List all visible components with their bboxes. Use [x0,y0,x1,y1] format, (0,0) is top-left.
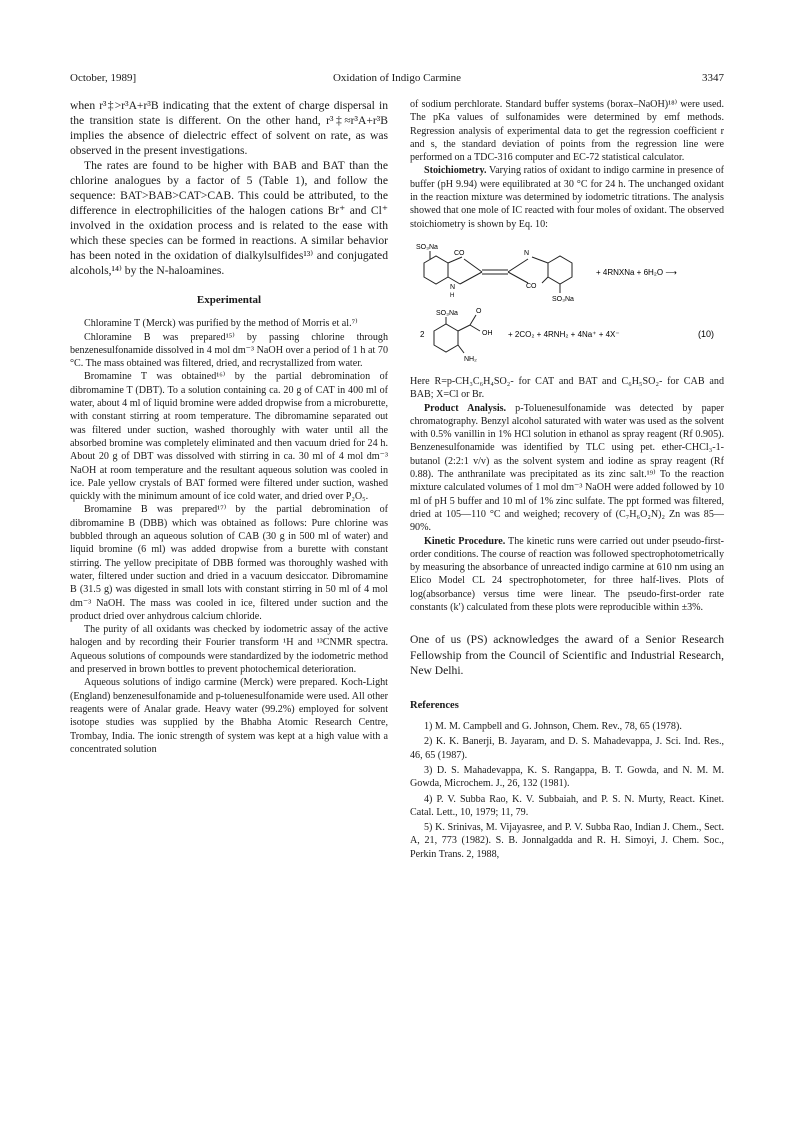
bond-ring-right [532,257,548,263]
exp-paragraph-chloramine-t: Chloramine T (Merck) was purified by the method of Morris et al.⁷⁾ [84,318,358,330]
exp-paragraph-bromamine-t: Bromamine T was obtained¹⁶⁾ by the partial debromination of dibromamine T (DBT). To a solution containing ca. 20 g of CAT in 400 ml of water, about 4 ml of liquid bromine were added dropwise from a microburette, with constant stirring at room temperature. The dibromamine separated out was filtered under suction, washed thoroughly with water until all the absorbed bromine was completely eliminated and then vacuum dried for 24 h. About 20 g of DBT was dissolved with stirring in ca. 30 ml of 4 mol dm⁻³ NaOH at room temperature and the resultant aqueous solution was cooled in ice. Pale yellow crystals of BAT formed were filtered under suction, washed quickly with the minimum amount of ice cold water, and dried over P₂O₅. [70,371,388,503]
benzene-ring-left [424,256,448,284]
exp-paragraph-chloramine-b: Chloramine B was prepared¹⁵⁾ by passing chlorine through benzenesulfonamide dissolved in 4 mol dm⁻³ NaOH over a period of 1 h at 70 °C. The mass obtained was filtered, dried, and recrystallized from water. [70,331,388,370]
coefficient-label: 2 [420,329,425,339]
co-label-left: CO [454,249,465,257]
indigo-carmine-structure [424,251,572,293]
benzene-ring-right [548,256,572,284]
bond-co-left [448,257,462,263]
bond-co-right [508,272,528,283]
header-title: Oxidation of Indigo Carmine [332,72,461,84]
bond-nh-right [508,259,528,272]
r-definition-paragraph: Here R=p-CH₃C₆H₄SO₂- for CAT and BAT and C₆H₅SO₂- for CAB and BAB; X=Cl or Br. [410,375,724,401]
header-page-number: 3347 [702,72,724,84]
co-label-right: CO [526,282,537,290]
left-column [70,98,388,756]
reference-item: 5) K. Srinivas, M. Vijayasree, and P. V. Subba Rao, Indian J. Chem., Sect. A, 21, 773 (1982). S. B. Jonnalgadda and R. H. Simoyi, J. Chem. Soc., Perkin Trans. 2, 1988, [410,822,724,860]
nh-n-label-left: N [450,283,456,291]
so3na-label-1: SO₃Na [416,243,438,251]
bond-nh-left [448,277,460,284]
oh-label: OH [482,329,493,337]
product-analysis-heading: Product Analysis. [424,402,507,414]
bond-ring-left-2 [460,272,482,284]
exp-paragraph-purity: The purity of all oxidants was checked by iodometric assay of the active halogen and by recording their Fourier transform ¹H and ¹³CNMR spectra. Aqueous solutions of compounds were standardized by the iodometric method and preserved in brown bottles to prevent photochemical deterioration. [70,624,388,676]
product-analysis-text: p-Toluenesulfonamide was detected by paper chromatography. Benzyl alcohol saturated with water was used as the solvent with 0.5% vanillin in 1% HCl solution in ethanol as spray reagent (Rf 0.905). Benzenesulfonamide was identified by TLC using pet. ether-CHCl₃-1-butanol (2:2:1 v/v) as the solvent system and iodine as spray reagent (Rf 0.88). The anthranilate was precipitated as its zinc salt.¹⁹⁾ To the reaction mixture calculated volumes of 1 mol dm⁻³ NaOH were added followed by 10 ml of pH 5 buffer and 10 ml of 1% zinc sulfate. The ppt formed was filtered, dried at 105—110 °C and weighed; recovery of (C₇H₆O₂N)₂ Zn was 85—90%. [410,402,724,534]
nh-h-label-left: H [450,292,455,299]
page-header [70,72,724,88]
reaction-scheme [410,237,724,369]
bond-ring-left [464,259,482,272]
products-label: + 2CO₂ + 4RNH₂ + 4Na⁺ + 4X⁻ [508,329,620,339]
equation-number: (10) [698,328,715,339]
section-title-experimental: Experimental [196,294,262,306]
reagents-label: + 4RNXNa + 6H₂O ⟶ [596,267,677,277]
exp-paragraph-bromamine-b: Bromamine B was prepared¹⁷⁾ by the partial debromination of dibromamine B (DBB) which was obtained as follows: Pure chlorine was bubbled through an aqueous solution of CAB (30 g in 500 ml of water) and liquid bromine (6 ml) was added dropwise from a burette with constant stirring. The yellow precipitate of DBB formed was thoroughly washed with water, filtered under suction and dried in a vacuum desiccator. Dibromamine B (31.5 g) was digested in small lots with constant stirring in 50 ml of 4 mol dm⁻³ NaOH. The mass was cooled in ice, filtered under suction and the product dried over anhydrous calcium chloride. [70,504,388,622]
benzene-ring-product [434,324,458,352]
discussion-paragraph-1: when r³‡>r³A+r³B indicating that the extent of charge dispersal in the transition state is different. On the other hand, r³‡≈r³A+r³B implies the absence of dielectric effect of solvent on rate, as was observed in the present investigations. [70,99,388,157]
product-analysis-paragraph [410,402,724,535]
bond-co-double [470,315,476,325]
o-label: O [476,307,482,315]
bond-ring-right-2 [542,277,548,283]
so3na-label-3: SO₃Na [436,309,458,317]
anthranilate-structure [434,315,480,353]
nh-n-label-right: N [524,249,530,257]
stoichiometry-text: Varying ratios of oxidant to indigo carmine in presence of buffer (pH 9.94) were equilibrated at 30 °C for 24 h. The unchanged oxidant in the reaction mixture was determined by iodometric titrations. The analysis showed that one mole of IC reacted with four moles of oxidant. The observed stoichiometry is shown by Eq. 10: [410,165,724,230]
bond-oh [470,325,480,331]
stoichiometry-paragraph [410,164,724,230]
kinetic-procedure-paragraph [410,535,724,615]
so3na-label-2: SO₃Na [552,295,574,303]
acknowledgement: One of us (PS) acknowledges the award of a Senior Research Fellowship from the Council of Scientific and Industrial Research, New Delhi. [410,633,724,678]
nh2-label: NH₂ [464,355,477,363]
exp-paragraph-buffer: of sodium perchlorate. Standard buffer systems (borax–NaOH)¹⁸⁾ were used. The pKa values of sulfonamides were determined by emf methods. Regression analysis of experimental data to get the regression coefficient r and s, the standard deviation of points from the regression line were performed on a TDC-316 computer and EC-72 statistical calculator. [410,99,724,164]
reference-item: 1) M. M. Campbell and G. Johnson, Chem. Rev., 78, 65 (1978). [424,721,682,733]
references-title: References [410,699,459,711]
kinetic-procedure-heading: Kinetic Procedure. [424,535,506,547]
kinetic-procedure-text: The kinetic runs were carried out under pseudo-first-order conditions. The course of reaction was followed spectrophotometrically by measuring the absorbance of unreacted indigo carmine at 610 nm using an Elico Model CL 24 spectrophotometer, for three half-lives. Plots of log(absorbance) versus time were linear. The pseudo-first-order rate constants (k′) calculated from these plots were reproducible within ±3%. [410,535,725,614]
reference-item: 4) P. V. Subba Rao, K. V. Subbaiah, and P. S. N. Murty, React. Kinet. Catal. Lett., 10, 1979; 11, 79. [410,793,724,818]
exp-paragraph-reagents: Aqueous solutions of indigo carmine (Merck) were prepared. Koch-Light (England) benzenesulfonamide and p-toluenesulfonamide were used. All other reagents were of Analar grade. Heavy water (99.2%) employed for solvent isotope studies was supplied by the Bhabha Atomic Research Centre, Trombay, India. The ionic strength of system was kept at a high value with a concentrated solution [70,677,388,755]
bond-cooh [458,325,470,331]
header-date: October, 1989] [70,72,137,84]
right-column [410,98,724,863]
bond-nh2 [458,345,464,353]
reference-item: 2) K. K. Banerji, B. Jayaram, and D. S. Mahadevappa, J. Sci. Ind. Res., 46, 65 (1987). [410,736,724,761]
reaction-scheme-svg [410,237,724,369]
stoichiometry-heading: Stoichiometry. [424,165,487,177]
discussion-paragraph-2: The rates are found to be higher with BAB and BAT than the chlorine analogues by a factor of 5 (Table 1), and follow the sequence: BAT>BAB>CAT>CAB. This could be attributed, to the difference in electrophilicities of the halogen cations Br⁺ and Cl⁺ involved in the oxidation process and is related to the ease with which these species can be formed in reactions. A similar behavior has been noted in the oxidation of dialkylsulfides¹³⁾ and conjugated alcohols,¹⁴⁾ by the N-haloamines. [70,159,388,277]
reference-item: 3) D. S. Mahadevappa, K. S. Rangappa, B. T. Gowda, and N. M. M. Gowda, Microchem. J., 26, 132 (1981). [410,765,724,790]
